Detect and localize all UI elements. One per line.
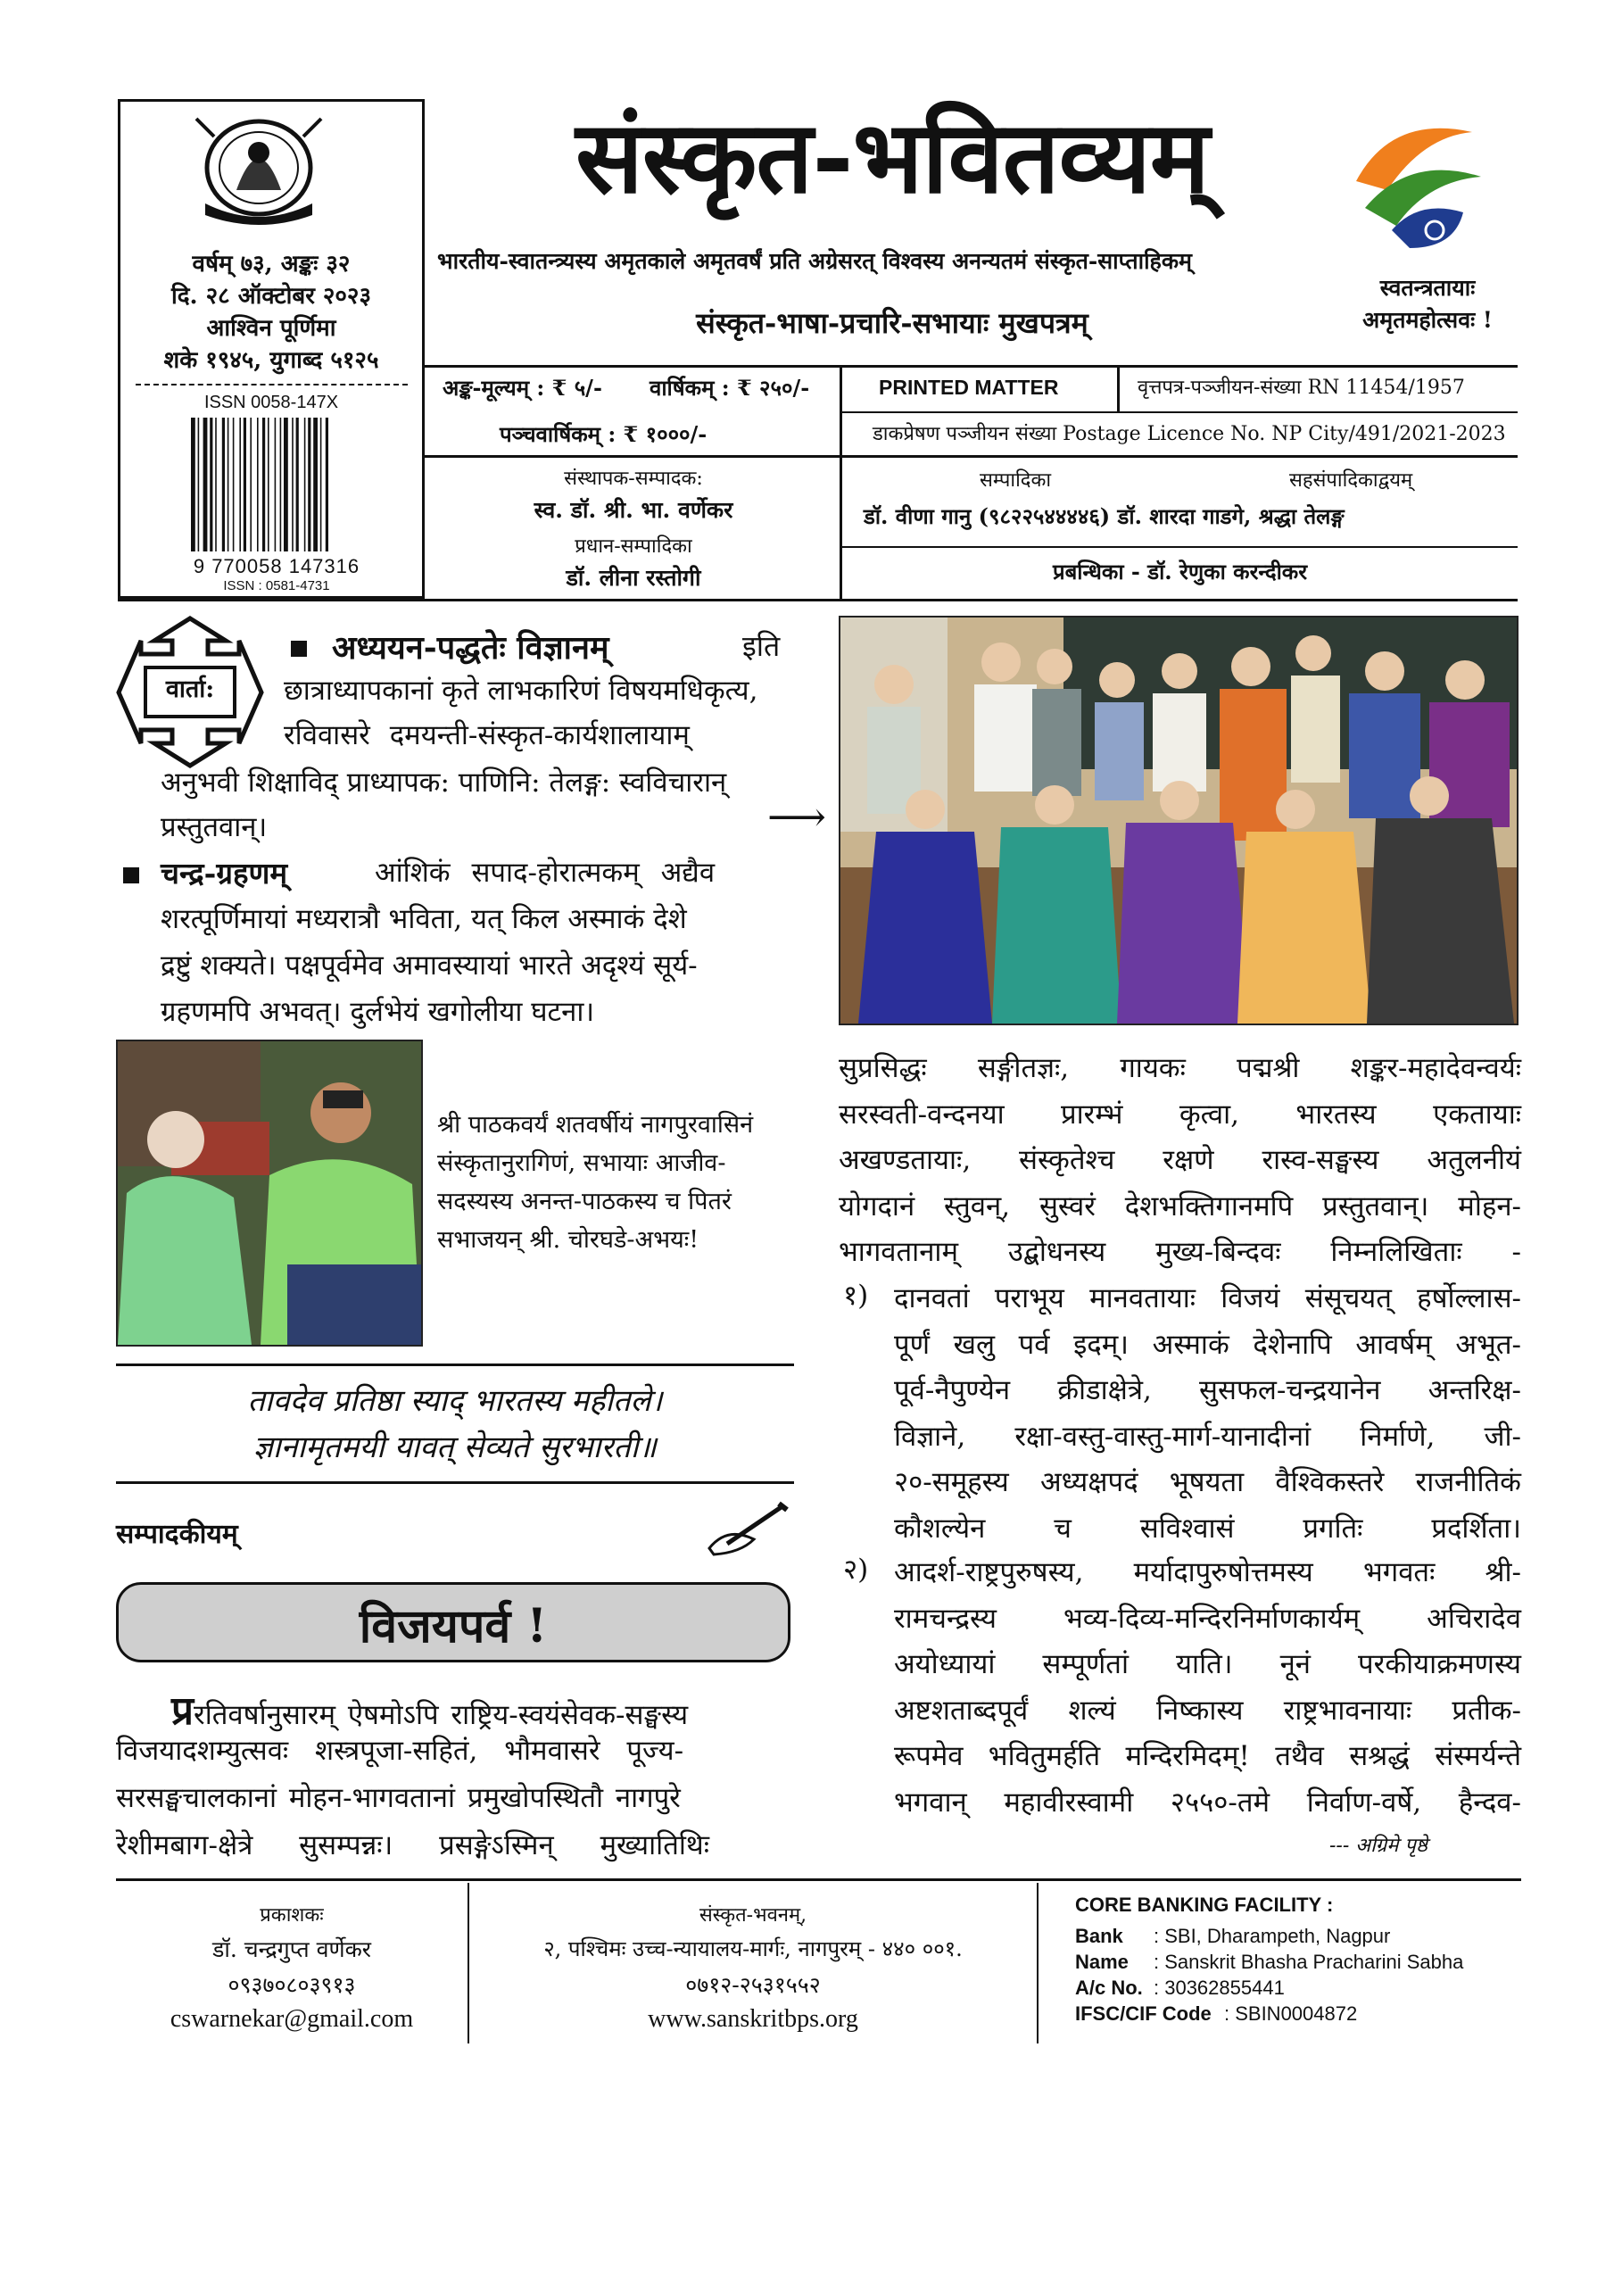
publisher-email[interactable]: cswarnekar@gmail.com xyxy=(170,2005,414,2033)
barcode-bar xyxy=(250,418,252,551)
barcode-bar xyxy=(222,418,225,551)
body-text-line: दानवतां पराभूय मानवतायाः विजयं संसूचयत् हर्षोल्लास- xyxy=(894,1282,1521,1314)
body-text-line: योगदानं स्तुवन्, सुस्वरं देशभक्तिगानमपि प्रस्तुतवान्। मोहन- xyxy=(839,1189,1521,1223)
portrait-caption-l4: सभाजयन् श्री. चोरघडे-अभयः! xyxy=(437,1226,699,1254)
band-mid-line xyxy=(840,411,1518,413)
founder-label: संस्थापक-सम्पादक: xyxy=(564,468,703,490)
body-text-line: २०-समूहस्य अध्यक्षपदं भूषयता वैश्विकस्तरे राजनीतिकं xyxy=(894,1466,1521,1498)
bank-key-2: Name xyxy=(1075,1951,1129,1973)
news-item2-line3: द्रष्टुं शक्यते। पक्षपूर्वमेव अमावस्यायां भारते अदृश्यं सूर्य- xyxy=(161,949,698,982)
continued-note: --- अग्रिमे पृष्ठे xyxy=(1329,1835,1428,1857)
barcode-bar xyxy=(203,418,208,551)
bullet-2 xyxy=(123,867,139,883)
barcode-bar xyxy=(198,418,200,551)
registration-number: वृत्तपत्र-पञ्जीयन-संख्या RN 11454/1957 xyxy=(1138,377,1465,399)
printed-matter: PRINTED MATTER xyxy=(879,376,1059,399)
editor-label: सम्पादिका xyxy=(980,469,1052,492)
publisher-phone: ०९३७०८०३९१३ xyxy=(228,1972,356,1998)
barcode-bar xyxy=(210,418,212,551)
postal-licence: डाकप्रेषण पञ्जीयन संख्या Postage Licence No. NP City/491/2021-2023 xyxy=(873,423,1506,445)
masthead-tagline: भारतीय-स्वातन्त्र्यस्य अमृतकाले अमृतवर्षं प्रति अग्रेसरत् विश्वस्य अनन्यतमं संस्कृत-साप्ताहिकम् xyxy=(437,248,1192,274)
bank-val-2: : Sanskrit Bhasha Pracharini Sabha xyxy=(1154,1951,1464,1973)
publisher-label: प्रकाशकः xyxy=(260,1904,324,1927)
right-col-para3 xyxy=(894,1550,1521,1826)
founder-name: स्व. डॉ. श्री. भा. वर्णेकर xyxy=(534,497,733,523)
editorial-line1 xyxy=(171,1682,688,1736)
address-phone: ०७१२-२५३१५५२ xyxy=(685,1972,821,1998)
editorial-line2: विजयादशम्युत्सवः शस्त्रपूजा-सहितं, भौमवासरे पूज्य- xyxy=(116,1735,684,1767)
news-item2-line2: शरत्पूर्णिमायां मध्यरात्रौ भविता, यत् किल अस्माकं देशे xyxy=(161,903,687,935)
news-item2-tail: आंशिकं सपाद-होरात्मकम् अद्यैव xyxy=(375,857,716,889)
barcode-bar xyxy=(320,418,322,551)
portrait-caption-l3: सदस्यस्य अनन्त-पाठकस्य च पितरं xyxy=(437,1188,732,1215)
body-text-line: कौशल्येन च सविश्वासं प्रगतिः प्रदर्शिता। xyxy=(894,1512,1521,1545)
header-bottom-line xyxy=(118,599,1518,601)
body-text-line: भागवतानाम् उद्बोधनस्य मुख्य-बिन्दवः निम्नलिखिताः - xyxy=(839,1236,1521,1268)
barcode-bar xyxy=(268,418,269,551)
news-item1-line3: रविवासरे दमयन्ती-संस्कृत-कार्यशालायाम् xyxy=(284,719,690,751)
website-link[interactable]: www.sanskritbps.org xyxy=(648,2005,858,2033)
editorial-title: विजयपर्व ! xyxy=(359,1599,548,1654)
bank-key-1: Bank xyxy=(1075,1925,1123,1947)
barcode-bar xyxy=(262,418,265,551)
bank-val-1: : SBI, Dharampeth, Nagpur xyxy=(1154,1925,1391,1947)
coeditor-label: सहसंपादिकाद्वयम् xyxy=(1289,469,1413,492)
right-col-para2 xyxy=(894,1276,1521,1552)
barcode-bar xyxy=(304,418,306,551)
azadi-emblem-icon xyxy=(1338,105,1499,261)
barcode-bar xyxy=(326,418,328,551)
portrait-caption-l2: संस्कृतानुरागिणं, सभायाः आजीव- xyxy=(437,1149,726,1177)
barcode-bar xyxy=(313,418,318,551)
quote-line1: तावदेव प्रतिष्ठा स्याद् भारतस्य महीतले। xyxy=(247,1383,663,1419)
editorial-label: सम्पादकीयम् xyxy=(116,1519,238,1550)
body-text-line: आदर्श-राष्ट्रपुरुषस्य, मर्यादापुरुषोत्तमस्य भगवतः श्री- xyxy=(894,1556,1521,1588)
footer-top-line xyxy=(116,1878,1521,1881)
band-bottom-line xyxy=(425,455,1518,458)
chief-editor-label: प्रधान-सम्पादिका xyxy=(575,535,692,558)
body-text-line: अष्टशताब्दपूर्वं शल्यं निष्कास्य राष्ट्रभावनायाः प्रतीक- xyxy=(894,1694,1521,1727)
price-five-year: पञ्चवार्षिकम् : ₹ १०००/- xyxy=(500,421,708,447)
body-text-line: भगवान् महावीरस्वामी २५५०-तमे निर्वाण-वर्षे, हैन्दव- xyxy=(894,1786,1521,1819)
editorial-line1-text: रतिवर्षानुसारम् ऐषमोऽपि राष्ट्रिय-स्वयंसेवक-सङ्घस्य xyxy=(194,1699,689,1731)
publisher-name: डॉ. चन्द्रगुप्त वर्णेकर xyxy=(212,1936,371,1962)
body-text-line: सुप्रसिद्धः सङ्गीतज्ञः, गायकः पद्मश्री शङ्कर-महादेवन्वर्यः xyxy=(839,1052,1521,1084)
news-item1-line2: छात्राध्यापकानां कृते लाभकारिणं विषयमधिकृत्य, xyxy=(284,675,758,707)
right-col-para1 xyxy=(839,1046,1521,1276)
issn-bottom: ISSN : 0581-4731 xyxy=(223,578,330,593)
emblem-caption: स्वतन्त्रतायाः अमृतमहोत्सवः ! xyxy=(1362,275,1493,333)
body-text-line: पूर्णं खलु पर्व इदम्। अस्माकं देशेनापि आवर्षम् अभूत- xyxy=(894,1328,1521,1361)
footer-divider-2 xyxy=(1037,1883,1039,2043)
manager-line xyxy=(840,546,1518,548)
news-item2-heading: चन्द्र-ग्रहणम् xyxy=(161,856,288,891)
bullet-1 xyxy=(291,641,307,657)
address-line2: २, पश्चिमः उच्च-न्यायालय-मार्गः, नागपुरम् - ४४० ००१. xyxy=(543,1936,963,1961)
issue-tithi: आश्विन पूर्णिमा xyxy=(206,315,336,342)
barcode-bar xyxy=(233,418,235,551)
barcode-bar xyxy=(257,418,259,551)
barcode-bar xyxy=(215,418,217,551)
band-top-line xyxy=(425,365,1518,368)
manager: प्रबन्धिका - डॉ. रेणुका करन्दीकर xyxy=(1052,559,1308,584)
barcode-bar xyxy=(296,418,299,551)
issue-shaka: शके १९४५, युगाब्द ५१२५ xyxy=(163,347,379,374)
bank-val-4: : SBIN0004872 xyxy=(1224,2002,1358,2025)
barcode-bar xyxy=(308,418,310,551)
body-text-line: रूपमेव भवितुमर्हति मन्दिरमिदम्! तथैव सश्रद्धं संस्मर्यन्ते xyxy=(894,1740,1521,1772)
news-item1-line5: प्रस्तुतवान्। xyxy=(161,811,268,843)
barcode-bar xyxy=(244,418,246,551)
band-divider-2 xyxy=(1117,365,1120,411)
barcode-bar xyxy=(275,418,277,551)
barcode xyxy=(186,414,355,557)
group-photo xyxy=(839,616,1519,1025)
body-text-line: अखण्डतायाः, संस्कृतेश्च रक्षणे रास्व-सङ्घस्य अतुलनीयं xyxy=(839,1144,1521,1176)
bank-val-3: : 30362855441 xyxy=(1154,1977,1285,1999)
point-1-number: १) xyxy=(843,1280,869,1312)
editorial-line4: रेशीमबाग-क्षेत्रे सुसम्पन्नः। प्रसङ्गेऽस्मिन् मुख्यातिथिः xyxy=(116,1829,709,1861)
body-text-line: विज्ञाने, रक्षा-वस्तु-वास्तु-मार्ग-यानादीनां निर्माणे, जी- xyxy=(894,1420,1521,1453)
body-text-line: पूर्व-नैपुण्येन क्रीडाक्षेत्रे, सुसफल-चन्द्रयानेन अन्तरिक्ष- xyxy=(894,1374,1521,1406)
barcode-bar xyxy=(191,418,195,551)
editors-names: डॉ. वीणा गानु (९८२२५४४४४६) डॉ. शारदा गाडगे, श्रद्धा तेलङ्ग xyxy=(864,503,1345,529)
masthead-title: संस्कृत-भवितव्यम् xyxy=(575,99,1209,216)
news-badge-label: वार्ता: xyxy=(165,676,215,703)
editorial-line3: सरसङ्घचालकानां मोहन-भागवतानां प्रमुखोपस्थितौ नागपुरे xyxy=(116,1782,681,1814)
arrow-to-photo: ⟶ xyxy=(767,792,826,841)
bank-title: CORE BANKING FACILITY : xyxy=(1075,1894,1334,1916)
bank-key-3: A/c No. xyxy=(1075,1977,1143,1999)
news-item1-line4: अनुभवी शिक्षाविद् प्राध्यापक: पाणिनि: तेलङ्ग: स्वविचारान् xyxy=(161,767,727,799)
portrait-caption-l1: श्री पाठकवर्यं शतवर्षीयं नागपुरवासिनं xyxy=(437,1111,754,1139)
address-line1: संस्कृत-भवनम्, xyxy=(699,1904,807,1927)
quote-top-line xyxy=(116,1364,794,1366)
issue-divider xyxy=(136,384,408,385)
bank-key-4: IFSC/CIF Code xyxy=(1075,2002,1212,2025)
masthead-subtitle: संस्कृत-भाषा-प्रचारि-सभायाः मुखपत्रम् xyxy=(696,306,1088,340)
quote-bottom-line xyxy=(116,1481,794,1484)
barcode-bar xyxy=(239,418,241,551)
news-item1-tail: इति xyxy=(742,629,781,663)
quote-line2: ज्ञानामृतमयी यावत् सेव्यते सुरभारती॥ xyxy=(253,1430,657,1465)
news-item2-line4: ग्रहणमपि अभवत्। दुर्लभेयं खगोलीया घटना। xyxy=(161,996,595,1028)
barcode-bar xyxy=(280,418,282,551)
price-single: अङ्क-मूल्यम् : ₹ ५/- xyxy=(443,375,602,401)
issue-year-number: वर्षम् ७३, अङ्कः ३२ xyxy=(192,251,351,278)
barcode-bar xyxy=(292,418,294,551)
portrait-photo xyxy=(116,1040,423,1347)
body-text-line: सरस्वती-वन्दनया प्रारम्भं कृत्वा, भारतस्य एकतायाः xyxy=(839,1098,1521,1131)
body-text-line: अयोध्यायां सम्पूर्णतां याति। नूनं परकीयाक्रमणस्य xyxy=(894,1648,1521,1680)
barcode-bar xyxy=(228,418,229,551)
sabha-logo xyxy=(187,110,330,226)
dropcap: प्र xyxy=(171,1688,194,1734)
price-annual: वार्षिकम् : ₹ २५०/- xyxy=(650,375,810,401)
news-item1-heading: अध्ययन-पद्धतेः विज्ञानम् xyxy=(332,629,609,667)
point-2-number: २) xyxy=(843,1554,869,1586)
barcode-bar xyxy=(284,418,288,551)
issue-date: दि. २८ ऑक्टोबर २०२३ xyxy=(171,283,371,310)
pen-icon xyxy=(700,1499,790,1562)
body-text-line: रामचन्द्रस्य भव्य-दिव्य-मन्दिरनिर्माणकार्यम् अचिरादेव xyxy=(894,1602,1521,1635)
chief-editor-name: डॉ. लीना रस्तोगी xyxy=(566,565,701,591)
issn-top: ISSN 0058-147X xyxy=(203,393,339,412)
barcode-digits: 9 770058 147316 xyxy=(193,555,360,577)
